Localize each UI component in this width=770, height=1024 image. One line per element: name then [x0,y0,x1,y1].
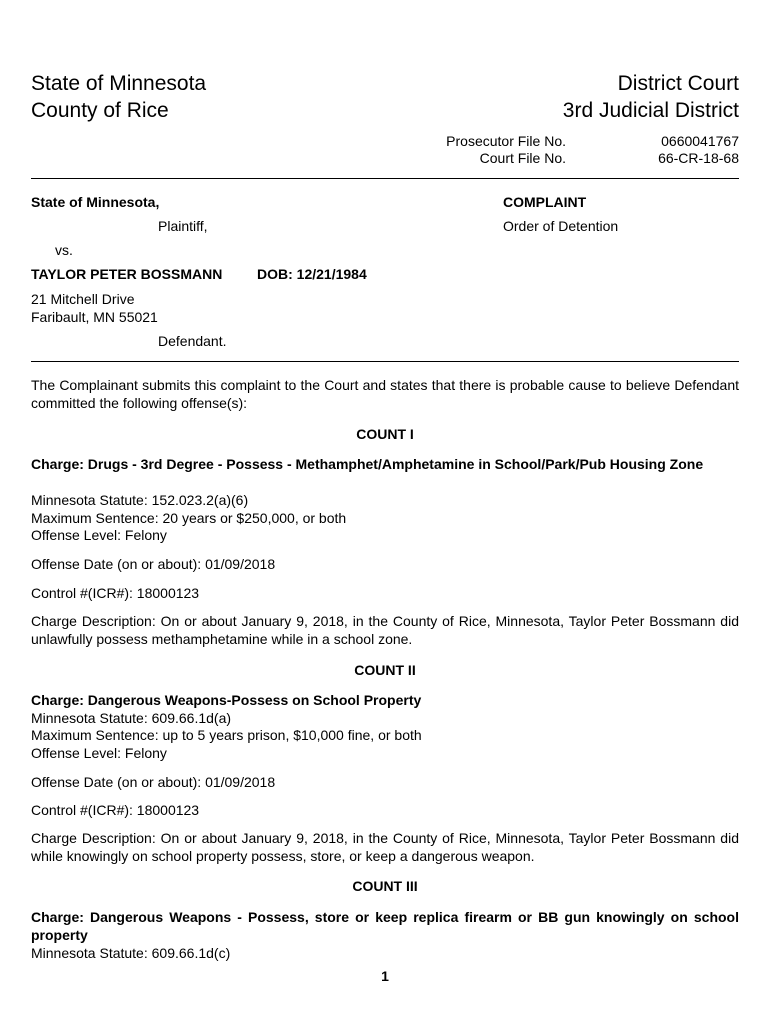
count-1-level: Offense Level: Felony [31,527,167,543]
header-state: State of Minnesota [31,72,207,95]
count-2-offense-date: Offense Date (on or about): 01/09/2018 [31,774,276,790]
count-2-level: Offense Level: Felony [31,745,167,761]
page-number: 1 [381,968,389,984]
count-2-max-sentence: Maximum Sentence: up to 5 years prison, $10,000 fine, or both [31,727,422,743]
header-county: County of Rice [31,99,169,122]
defendant-address-line1: 21 Mitchell Drive [31,291,135,307]
count-2-statute: Minnesota Statute: 609.66.1d(a) [31,710,232,726]
defendant-dob: DOB: 12/21/1984 [257,266,367,282]
plaintiff-role: Plaintiff, [158,218,208,234]
count-1-heading: COUNT I [356,426,414,442]
count-2-charge: Charge: Dangerous Weapons-Possess on School Property [31,692,422,708]
count-1-max-sentence: Maximum Sentence: 20 years or $250,000, or both [31,510,347,526]
defendant-role: Defendant. [158,333,227,349]
header-court: District Court [617,72,739,95]
prosecutor-file-value: 0660041767 [661,133,739,149]
count-3-heading: COUNT III [352,878,418,894]
count-2-heading: COUNT II [354,662,416,678]
defendant-address-line2: Faribault, MN 55021 [31,309,158,325]
document-type: COMPLAINT [503,194,587,210]
plaintiff-name: State of Minnesota, [31,194,160,210]
intro-paragraph: The Complainant submits this complaint to the Court and states that there is probable cause to believe Defendant committed the following offense(s): [31,377,739,411]
court-file-label: Court File No. [479,150,566,166]
count-1-charge: Charge: Drugs - 3rd Degree - Possess - Methamphet/Amphetamine in School/Park/Pub Housing Zone [31,456,704,472]
header-divider [31,178,739,179]
court-file-value: 66-CR-18-68 [658,150,739,166]
count-2-description: Charge Description: On or about January 9, 2018, in the County of Rice, Minnesota, Taylor Peter Bossmann did while knowingly on school property possess, store, or keep a dangerous weapon. [31,830,739,864]
count-3-statute: Minnesota Statute: 609.66.1d(c) [31,945,231,961]
prosecutor-file-label: Prosecutor File No. [446,133,566,149]
count-1-description: Charge Description: On or about January 9, 2018, in the County of Rice, Minnesota, Taylor Peter Bossmann did unlawfully possess methamphetamine while in a school zone. [31,613,739,647]
versus: vs. [55,242,73,258]
document-subtype: Order of Detention [503,218,619,234]
caption-divider [31,361,739,362]
defendant-name: TAYLOR PETER BOSSMANN [31,266,223,282]
count-2-control: Control #(ICR#): 18000123 [31,802,200,818]
header-district: 3rd Judicial District [562,99,739,122]
count-1-offense-date: Offense Date (on or about): 01/09/2018 [31,556,276,572]
count-3-charge: Charge: Dangerous Weapons - Possess, store or keep replica firearm or BB gun knowingly on school property [31,909,739,943]
count-1-statute: Minnesota Statute: 152.023.2(a)(6) [31,492,249,508]
count-1-control: Control #(ICR#): 18000123 [31,585,200,601]
